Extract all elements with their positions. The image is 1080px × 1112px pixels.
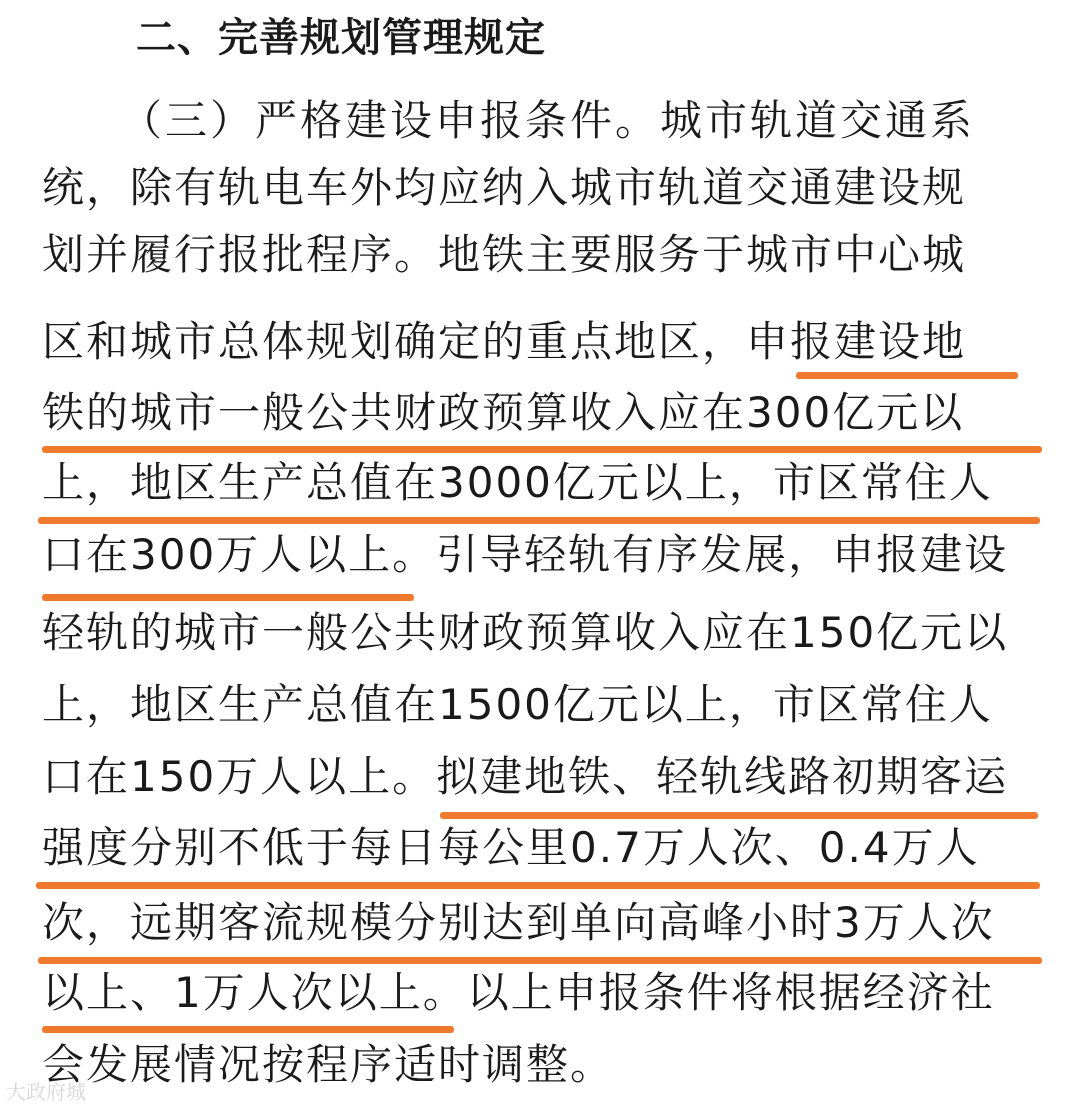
paragraph-line-4: 区和城市总体规划确定的重点地区，申报建设地: [42, 317, 967, 366]
section-heading: 二、完善规划管理规定: [136, 15, 546, 61]
paragraph-line-9: 上，地区生产总值在1500亿元以上，市区常住人: [42, 680, 993, 729]
paragraph-line-14: 会发展情况按程序适时调整。: [42, 1040, 615, 1089]
highlight-underline-4: [42, 594, 414, 601]
paragraph-line-5: 铁的城市一般公共财政预算收入应在300亿元以: [42, 388, 965, 437]
paragraph-line-3: 划并履行报批程序。地铁主要服务于城市中心城: [42, 230, 967, 279]
paragraph-line-13: 以上、1万人次以上。以上申报条件将根据经济社: [42, 968, 995, 1017]
watermark-logo: 大政府城: [6, 1080, 86, 1104]
paragraph-line-8: 轻轨的城市一般公共财政预算收入应在150亿元以: [42, 608, 1009, 657]
paragraph-line-2: 统，除有轨电车外均应纳入城市轨道交通建设规: [42, 163, 967, 212]
highlight-underline-7: [38, 957, 1042, 964]
paragraph-line-11: 强度分别不低于每日每公里0.7万人次、0.4万人: [42, 823, 980, 872]
highlight-underline-2: [42, 446, 1042, 453]
highlight-underline-5: [440, 812, 1038, 819]
highlight-underline-1: [796, 372, 1018, 379]
paragraph-line-10: 口在150万人以上。拟建地铁、轻轨线路初期客运: [42, 752, 1009, 801]
highlight-underline-8: [42, 1026, 454, 1033]
highlight-underline-3: [38, 517, 1040, 524]
paragraph-line-6: 上，地区生产总值在3000亿元以上，市区常住人: [42, 458, 993, 507]
paragraph-line-7: 口在300万人以上。引导轻轨有序发展，申报建设: [42, 530, 1009, 579]
paragraph-line-1: （三）严格建设申报条件。城市轨道交通系: [120, 96, 976, 145]
highlight-underline-6: [36, 882, 1040, 889]
paragraph-line-12: 次，远期客流规模分别达到单向高峰小时3万人次: [42, 898, 995, 947]
